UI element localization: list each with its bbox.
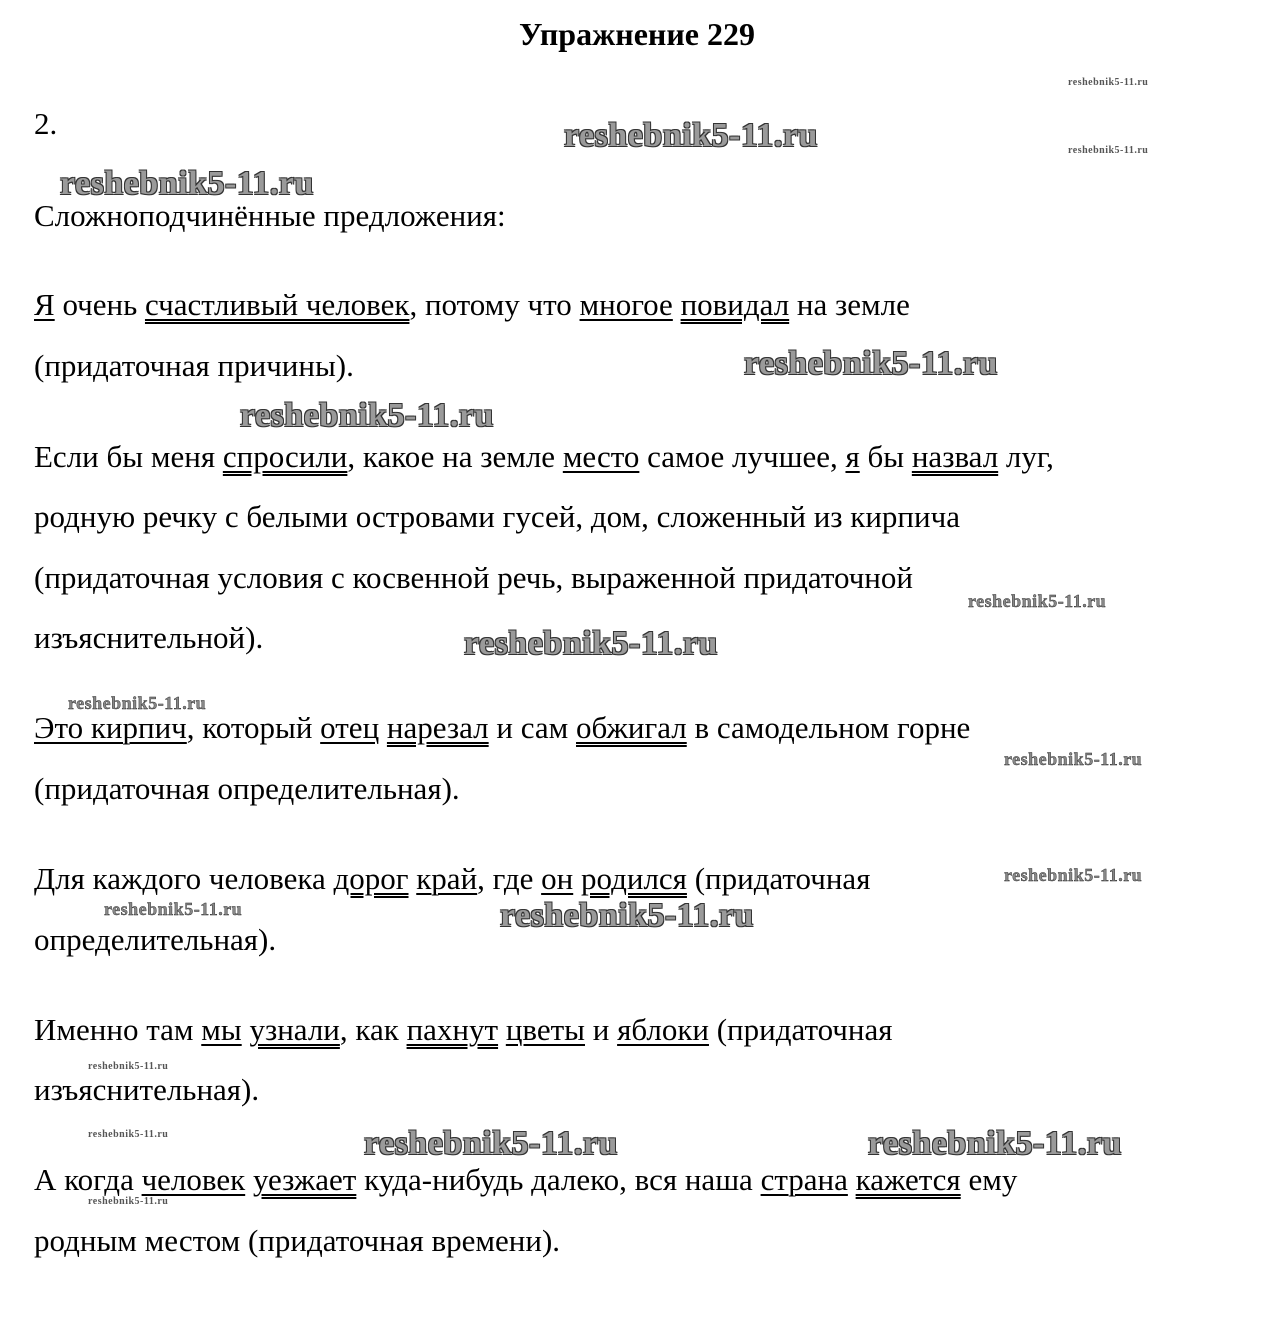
text: (придаточная — [708, 1012, 893, 1047]
text: и — [585, 1012, 618, 1047]
text: , где — [477, 861, 542, 896]
sentence-6-line-2: родным местом (придаточная времени). — [34, 1223, 561, 1258]
sentence-2-line-1 — [34, 437, 1054, 477]
text: и сам — [488, 710, 577, 745]
watermark: reshebnik5-11.ru — [68, 693, 207, 713]
text: ему — [960, 1162, 1018, 1197]
text — [379, 710, 387, 745]
subject: яблоки — [617, 1012, 709, 1047]
exercise-title: Упражнение 229 — [518, 16, 755, 52]
watermark: reshebnik5-11.ru — [88, 1196, 169, 1207]
sentence-3-line-2: (придаточная определительная). — [34, 771, 460, 806]
watermark: reshebnik5-11.ru — [364, 1125, 618, 1162]
text: , который — [186, 710, 321, 745]
sentence-2-line-3: (придаточная условия с косвенной речь, выраженной придаточной — [34, 560, 913, 595]
subject: мы — [201, 1012, 242, 1047]
text: , как — [339, 1012, 407, 1047]
subject: Я — [34, 287, 55, 322]
predicate: пахнут — [406, 1012, 499, 1047]
watermark: reshebnik5-11.ru — [104, 899, 243, 919]
text: на земле — [789, 287, 910, 322]
text: (придаточная — [686, 861, 871, 896]
text: Именно там — [34, 1012, 202, 1047]
watermark: reshebnik5-11.ru — [88, 1061, 169, 1072]
text: А когда — [34, 1162, 142, 1197]
watermark: reshebnik5-11.ru — [564, 117, 818, 154]
watermark: reshebnik5-11.ru — [240, 397, 494, 434]
subject: страна — [760, 1162, 848, 1197]
section-heading: Сложноподчинённые предложения: — [34, 198, 506, 233]
sentence-5-line-1 — [34, 1010, 893, 1050]
predicate: уезжает — [252, 1162, 357, 1197]
text: Для каждого человека — [34, 861, 334, 896]
text: , потому что — [409, 287, 580, 322]
watermark: reshebnik5-11.ru — [1068, 145, 1149, 156]
subject: место — [562, 439, 640, 474]
predicate: узнали — [249, 1012, 340, 1047]
predicate: назвал — [911, 439, 999, 474]
watermark: reshebnik5-11.ru — [1068, 77, 1149, 88]
text — [673, 287, 681, 322]
subject: цветы — [505, 1012, 585, 1047]
watermark: reshebnik5-11.ru — [500, 897, 754, 934]
subject: человек — [141, 1162, 246, 1197]
sentence-6-line-1 — [34, 1160, 1017, 1200]
text: бы — [859, 439, 912, 474]
predicate: счастливый человек — [144, 287, 410, 322]
watermark: reshebnik5-11.ru — [1004, 749, 1143, 769]
predicate: нарезал — [386, 710, 489, 745]
subject: многое — [579, 287, 673, 322]
watermark: reshebnik5-11.ru — [88, 1129, 169, 1140]
predicate: дорог — [333, 861, 409, 896]
text — [848, 1162, 856, 1197]
predicate: спросили — [222, 439, 348, 474]
text — [498, 1012, 506, 1047]
sentence-3-line-1 — [34, 708, 970, 748]
task-number: 2. — [34, 106, 58, 141]
watermark: reshebnik5-11.ru — [968, 591, 1107, 611]
sentence-5-line-2: изъяснительная). — [34, 1072, 260, 1107]
watermark: reshebnik5-11.ru — [868, 1125, 1122, 1162]
watermark: reshebnik5-11.ru — [1004, 865, 1143, 885]
sentence-1-line-1 — [34, 285, 910, 325]
subject: край — [416, 861, 478, 896]
text: куда-нибудь далеко, вся наша — [356, 1162, 761, 1197]
text: луг, — [998, 439, 1054, 474]
text: в самодельном горне — [686, 710, 971, 745]
text: , какое на земле — [347, 439, 563, 474]
subject: Это кирпич — [34, 710, 187, 745]
subject: он — [541, 861, 574, 896]
predicate: кажется — [855, 1162, 961, 1197]
sentence-1-line-2: (придаточная причины). — [34, 348, 354, 383]
text — [573, 861, 581, 896]
sentence-4-line-2: определительная). — [34, 922, 277, 957]
watermark: reshebnik5-11.ru — [60, 165, 314, 202]
watermark: reshebnik5-11.ru — [464, 625, 718, 662]
predicate: родился — [580, 861, 687, 896]
text: очень — [54, 287, 145, 322]
sentence-2-line-4: изъяснительной). — [34, 620, 264, 655]
predicate: обжигал — [576, 710, 687, 745]
watermark: reshebnik5-11.ru — [744, 345, 998, 382]
text: самое лучшее, — [639, 439, 846, 474]
sentence-2-line-2: родную речку с белыми островами гусей, дом, сложенный из кирпича — [34, 499, 960, 534]
subject: я — [845, 439, 860, 474]
predicate: повидал — [680, 287, 790, 322]
sentence-4-line-1 — [34, 859, 870, 899]
text — [245, 1162, 253, 1197]
text: Если бы меня — [34, 439, 223, 474]
subject: отец — [320, 710, 380, 745]
